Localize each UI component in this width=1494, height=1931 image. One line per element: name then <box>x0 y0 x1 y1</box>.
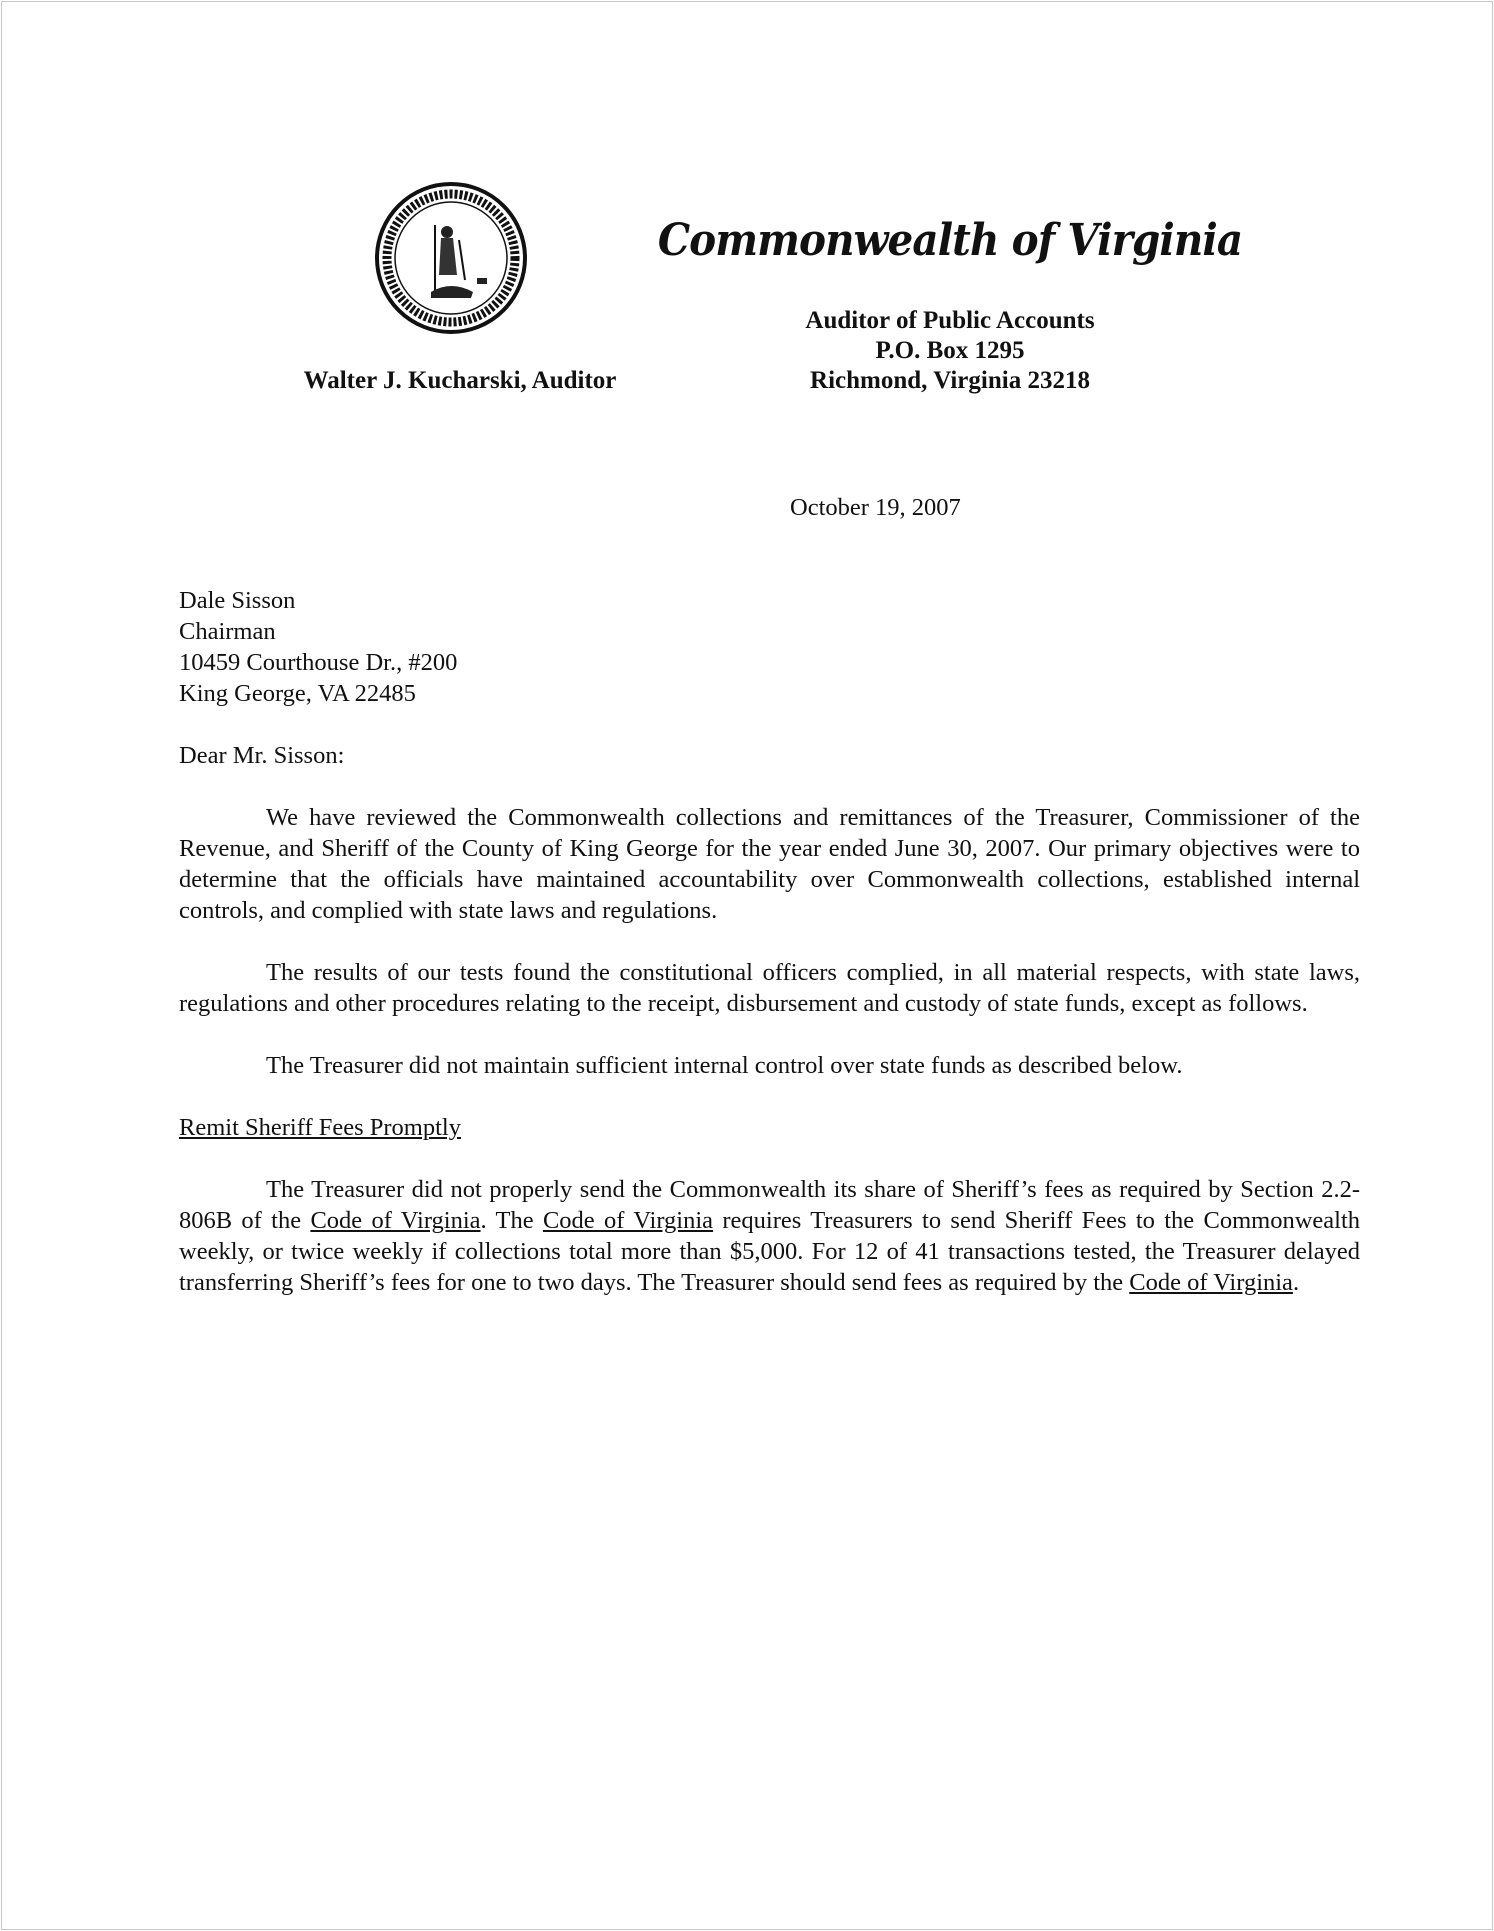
paragraph-review-scope: We have reviewed the Commonwealth collections and remittances of the Treasurer, Commissioner of the Revenue, and Sheriff of the County of King George for the year ended June 30, 2007. Our primary objectives were to determine that the officials have maintained accountability over Commonwealth collections, established internal controls, and complied with state laws and regulations. <box>179 804 1360 924</box>
recipient-title: Chairman <box>179 618 276 645</box>
po-box: P.O. Box 1295 <box>875 337 1025 364</box>
finding-text: . <box>1292 1269 1300 1296</box>
auditor-name: Walter J. Kucharski, Auditor <box>303 367 617 394</box>
finding-text: The Treasurer did not properly send the Commonwealth its share of Sheriff’s fees as required by Section 2.2-806B of the <box>179 1176 1360 1234</box>
recipient-street: 10459 Courthouse Dr., #200 <box>179 649 458 676</box>
office-name: Auditor of Public Accounts <box>805 307 1095 334</box>
letterhead-title: Commonwealth of Virginia <box>657 215 1243 266</box>
city-state-zip: Richmond, Virginia 23218 <box>810 367 1090 394</box>
code-of-virginia-citation: Code of Virginia <box>1129 1269 1293 1296</box>
finding-heading-text: Remit Sheriff Fees Promptly <box>179 1114 461 1141</box>
recipient-address <box>179 585 1360 709</box>
office-address <box>740 306 1160 396</box>
finding-heading <box>179 1112 1360 1143</box>
recipient-city: King George, VA 22485 <box>179 680 416 707</box>
letter-body <box>179 585 1360 1298</box>
finding-paragraph <box>179 1174 1360 1298</box>
finding-text: . The <box>480 1207 543 1234</box>
paragraph-internal-control: The Treasurer did not maintain sufficient internal control over state funds as described below. <box>266 1052 1183 1079</box>
finding-text: requires Treasurers to send Sheriff Fees to the Commonwealth weekly, or twice weekly if collections total more than $5,000. For 12 of 41 transactions tested, the Treasurer delayed transferring Sheriff’s fees for one to two days. The Treasurer should send fees as required by the <box>179 1207 1361 1296</box>
virginia-seal-icon <box>373 180 529 336</box>
paragraph-results: The results of our tests found the constitutional officers complied, in all material respects, with state laws, regulations and other procedures relating to the receipt, disbursement and custody of state funds, except as follows. <box>179 959 1360 1017</box>
recipient-name: Dale Sisson <box>179 587 296 614</box>
letter-date: October 19, 2007 <box>790 494 961 521</box>
code-of-virginia-citation: Code of Virginia <box>542 1207 714 1234</box>
salutation: Dear Mr. Sisson: <box>179 742 345 769</box>
code-of-virginia-citation: Code of Virginia <box>310 1207 481 1234</box>
